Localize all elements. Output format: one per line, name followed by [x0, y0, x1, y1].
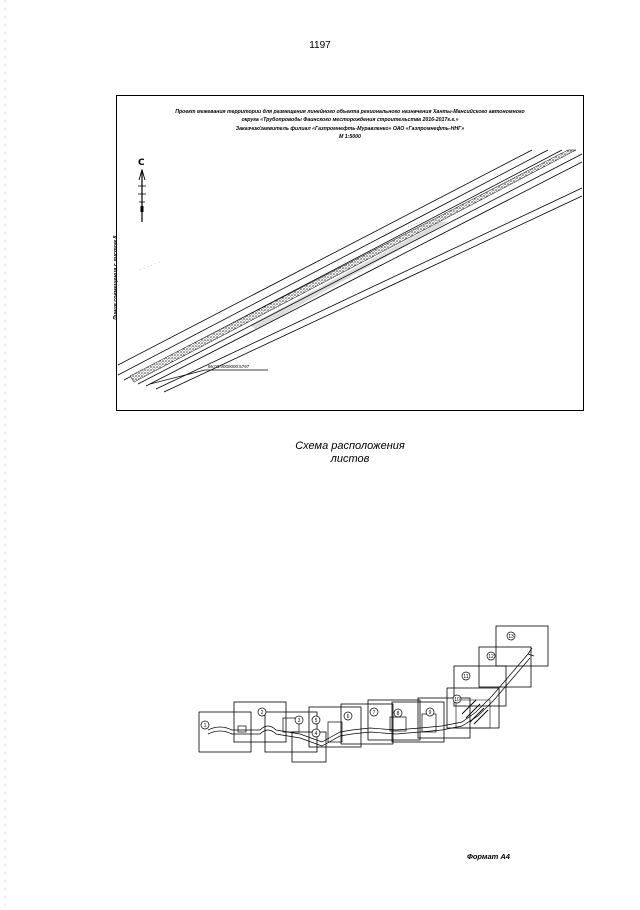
sheet-frame-7 — [368, 700, 420, 740]
svg-text:10: 10 — [454, 697, 460, 703]
sheet-marker-7 — [370, 708, 378, 716]
sheet-marker-12 — [487, 652, 495, 660]
map-title-line-3: Заказчик/заявитель филиал «Газпромнефть-Муравленко» ОАО «Газпромнефть-ННГ» — [235, 125, 465, 132]
page-number: 1197 — [309, 40, 331, 51]
north-arrow-letter: С — [138, 158, 145, 168]
svg-text:9: 9 — [428, 710, 432, 716]
sheet-marker-10 — [453, 695, 461, 703]
svg-text:11: 11 — [463, 674, 469, 680]
sheet-marker-9 — [426, 708, 434, 716]
svg-text:13: 13 — [508, 634, 514, 640]
sheet-frame-6 — [341, 704, 393, 744]
cadastral-number: 86:03:0000000:5797 — [208, 364, 250, 369]
sheet-marker-4 — [312, 729, 320, 737]
sheet-frame-1 — [199, 712, 251, 752]
sheet-frame-11 — [454, 666, 506, 706]
map-scale: М 1:5000 — [339, 134, 361, 141]
scheme-title-line-1: Схема расположения — [295, 440, 405, 452]
sheet-frame-12 — [479, 647, 531, 687]
scheme-title-line-2: листов — [330, 453, 370, 465]
scheme-title — [240, 440, 460, 466]
sheet-marker-11 — [462, 672, 470, 680]
sheet-marker-6 — [344, 712, 352, 720]
svg-text:4: 4 — [314, 731, 318, 737]
sheet-frame-2 — [234, 702, 286, 742]
svg-text:7: 7 — [372, 710, 376, 716]
matching-line-label: Линия совмещения с листом 8 — [113, 235, 119, 320]
map-title-line-1: Проект межевания территории для размещения линейного объекта регионального назначения Ханты-Мансийского автономного — [175, 109, 525, 115]
svg-text:6: 6 — [346, 714, 350, 720]
sheet-frame-10 — [447, 688, 499, 728]
sheet-marker-3 — [295, 716, 303, 724]
svg-text:8: 8 — [396, 711, 400, 717]
svg-text:12: 12 — [488, 654, 494, 660]
svg-text:5: 5 — [314, 718, 318, 724]
svg-text:1: 1 — [203, 723, 207, 729]
format-label: Формат А4 — [467, 852, 510, 861]
sheet-marker-2 — [258, 708, 266, 716]
sheet-marker-13 — [507, 632, 515, 640]
map-title-line-2: округа «Трубопроводы Фаинского месторождения строительства 2016-2017г.г.» — [241, 117, 459, 124]
sheet-frame-13 — [496, 626, 548, 666]
sheet-number-markers — [201, 632, 515, 737]
svg-text:2: 2 — [260, 710, 264, 716]
svg-text:3: 3 — [297, 718, 301, 724]
sheet-marker-5 — [312, 716, 320, 724]
sheet-marker-1 — [201, 721, 209, 729]
sheet-marker-8 — [394, 709, 402, 717]
